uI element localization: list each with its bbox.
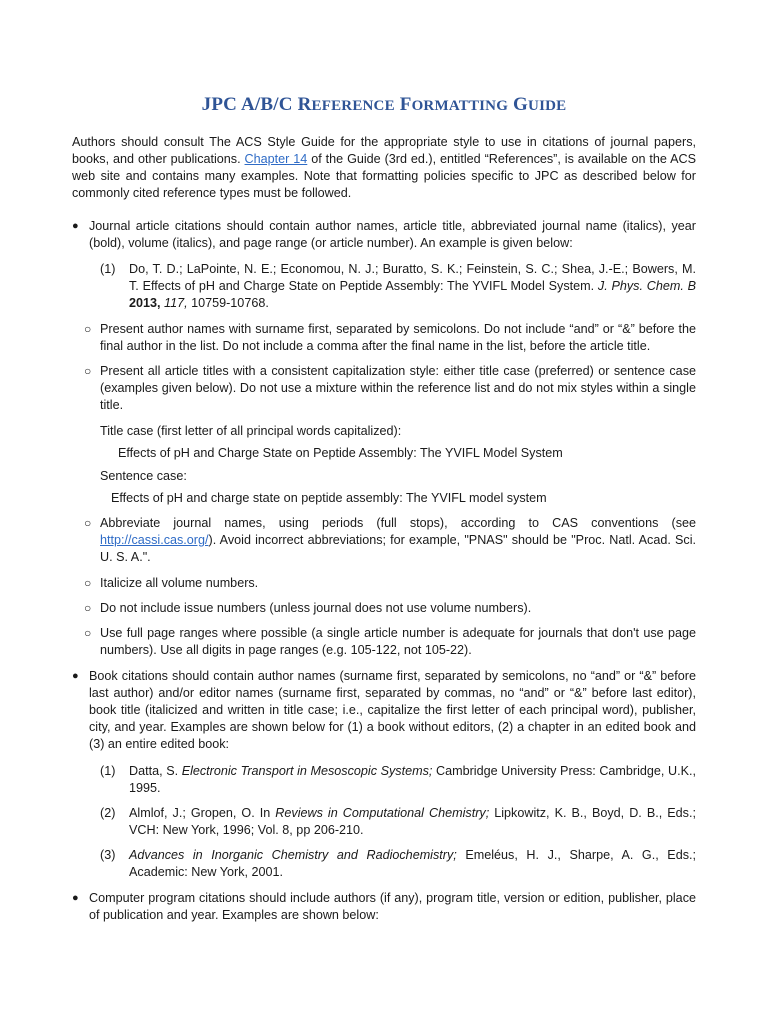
example-pages: 10759-10768. <box>187 296 269 310</box>
sub-bullet-icon: ○ <box>84 601 92 615</box>
sub-bullet-icon: ○ <box>84 516 92 530</box>
example-number: (1) <box>100 764 116 778</box>
title-part: ORMATTING <box>411 98 509 114</box>
example-book-title: Electronic Transport in Mesoscopic Systems; <box>181 764 433 778</box>
book-rule-text: Book citations should contain author names (surname first, separated by semicolons, no “and” or “&” before last author) and/or editor names (surname first, separated by commas, no “and” or “&” before last editor), book title (italicized and written in title case; i.e., capitalize the first letter of each principal word), publisher, city, and year. Examples are shown below for (1) a book without editors, (2) a chapter in an edited book and (3) an entire edited book: <box>89 669 696 751</box>
title-part: F <box>394 94 412 115</box>
page-range-rule <box>100 625 696 659</box>
example-author: Datta, S. <box>129 764 182 778</box>
sub-rule-text: Do not include issue numbers (unless journal does not use volume numbers). <box>100 601 532 615</box>
title-part: UIDE <box>528 98 567 114</box>
program-rule-text: Computer program citations should include authors (if any), program title, version or edition, publisher, place of publication and year. Examples are shown below: <box>89 891 696 922</box>
title-part: EFERENCE <box>311 98 395 114</box>
example-author: Almlof, J.; Gropen, O. In <box>129 806 276 820</box>
example-book-title: Reviews in Computational Chemistry; <box>275 806 490 820</box>
sub-bullet-icon: ○ <box>84 626 92 640</box>
sub-rule-text: Italicize all volume numbers. <box>100 576 259 590</box>
book-example-1 <box>129 763 696 797</box>
journal-abbreviation-rule <box>100 515 696 566</box>
sub-bullet-icon: ○ <box>84 576 92 590</box>
sub-rule-text: Use full page ranges where possible (a single article number is adequate for journals that don't use page numbers). Use all digits in page ranges (e.g. 105-122, not 105-22). <box>100 626 696 657</box>
intro-text-cont: of the Guide (3rd ed.), entitled “References”, is available on the ACS web site and contains many examples. Note that formatting policies specific to JPC as described below for commonly cited reference types must be followed. <box>72 152 697 200</box>
title-case-label: Title case (first letter of all principal words capitalized): <box>100 424 402 438</box>
intro-text: Authors should consult The ACS Style Guide for the appropriate style to use in citations of journal papers, books, and other publications. <box>72 135 696 166</box>
bullet-icon: ● <box>72 220 79 232</box>
example-year: 2013, <box>129 296 161 310</box>
sub-bullet-icon: ○ <box>84 364 92 378</box>
sub-rule-text: Present all article titles with a consistent capitalization style: either title case (preferred) or sentence case (examples given below). Do not use a mixture within the reference list and do not mix styles within a single title. <box>100 364 696 412</box>
example-volume: 117, <box>160 296 188 310</box>
program-citation-rule <box>89 890 696 924</box>
example-publisher: Cambridge University Press: Cambridge, U.K., 1995. <box>129 764 697 795</box>
author-names-rule <box>100 321 696 355</box>
sub-rule-text: Present author names with surname first, separated by semicolons. Do not include “and” or “&” before the final author in the list. Do not include a comma after the final name in the list, before the article title. <box>100 322 696 353</box>
book-example-3 <box>129 847 696 881</box>
journal-rule-text: Journal article citations should contain author names, article title, abbreviated journal name (italics), year (bold), volume (italics), and page range (or article number). An example is given below: <box>89 219 696 250</box>
volume-italic-rule <box>100 575 696 592</box>
journal-citation-rule <box>89 218 696 252</box>
example-book-title: Advances in Inorganic Chemistry and Radiochemistry; <box>129 848 457 862</box>
bullet-icon: ● <box>72 670 79 682</box>
book-example-2 <box>129 805 696 839</box>
sentence-case-label: Sentence case: <box>100 469 187 483</box>
title-part: G <box>508 94 529 115</box>
bullet-icon: ● <box>72 892 79 904</box>
cassi-link[interactable]: http://cassi.cas.org/ <box>100 533 209 547</box>
sub-rule-text: Abbreviate journal names, using periods (full stops), according to CAS conventions (see <box>100 516 696 530</box>
example-publisher: Lipkowitz, K. B., Boyd, D. B., Eds.; VCH: New York, 1996; Vol. 8, pp 206-210. <box>129 806 696 837</box>
sub-bullet-icon: ○ <box>84 322 92 336</box>
example-number: (1) <box>100 262 116 276</box>
example-publisher: Emeléus, H. J., Sharpe, A. G., Eds.; Academic: New York, 2001. <box>129 848 697 879</box>
example-number: (2) <box>100 806 116 820</box>
book-citation-rule <box>89 668 696 753</box>
example-number: (3) <box>100 848 116 862</box>
page-title <box>0 94 768 116</box>
title-part: JPC A/B/C R <box>201 94 312 115</box>
journal-example <box>129 261 696 312</box>
example-authors-title: Do, T. D.; LaPointe, N. E.; Economou, N. J.; Buratto, S. K.; Feinstein, S. C.; Shea, J.-E.; Bowers, M. T. Effects of pH and Charge State on Peptide Assembly: The YVIFL Model System. <box>129 262 696 293</box>
issue-numbers-rule <box>100 600 696 617</box>
intro-paragraph <box>72 134 696 202</box>
sub-rule-text-cont: ). Avoid incorrect abbreviations; for example, "PNAS" should be "Proc. Natl. Acad. Sci. U. S. A.". <box>100 533 696 564</box>
example-journal: J. Phys. Chem. B <box>597 279 696 293</box>
chapter-14-link[interactable]: Chapter 14 <box>244 152 308 166</box>
title-capitalization-rule <box>100 363 696 414</box>
title-case-example: Effects of pH and Charge State on Peptide Assembly: The YVIFL Model System <box>118 446 563 460</box>
sentence-case-example: Effects of pH and charge state on peptide assembly: The YVIFL model system <box>111 491 547 505</box>
